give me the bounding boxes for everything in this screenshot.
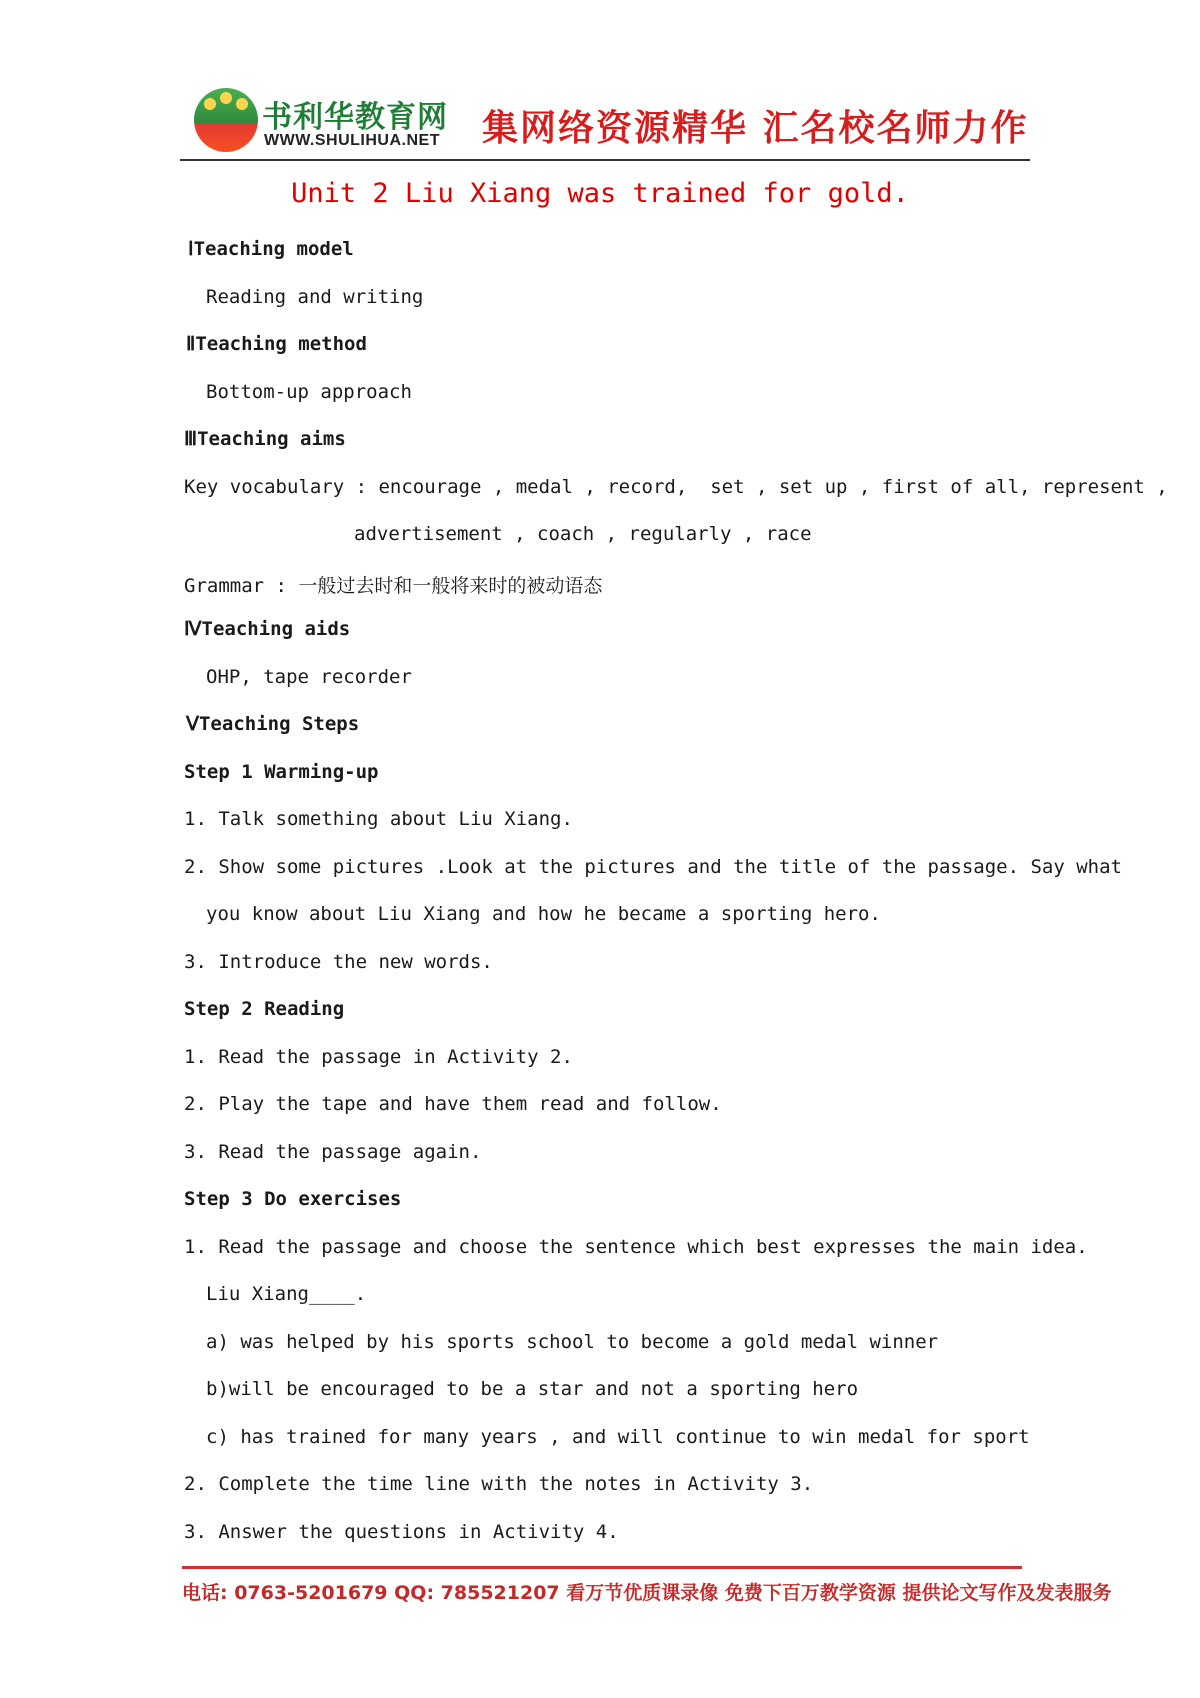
section-heading-teaching-method: ⅡTeaching method bbox=[186, 333, 367, 355]
list-item: 1. Read the passage in Activity 2. bbox=[184, 1046, 573, 1068]
option-c: c) has trained for many years , and will continue to win medal for sport bbox=[206, 1426, 1030, 1448]
list-item: 2. Play the tape and have them read and follow. bbox=[184, 1093, 722, 1115]
list-item: 3. Answer the questions in Activity 4. bbox=[184, 1521, 619, 1543]
step-heading: Step 2 Reading bbox=[184, 998, 345, 1020]
logo-url: WWW.SHULIHUA.NET bbox=[264, 132, 440, 149]
section-heading-teaching-model: ⅠTeaching model bbox=[188, 238, 354, 260]
logo-name: 书利华教育网 bbox=[262, 100, 448, 135]
list-item: 2. Complete the time line with the notes in Activity 3. bbox=[184, 1473, 814, 1495]
list-item-continued: you know about Liu Xiang and how he became a sporting hero. bbox=[206, 903, 881, 925]
body-line: OHP, tape recorder bbox=[206, 666, 412, 688]
section-heading-teaching-steps: ⅤTeaching Steps bbox=[186, 713, 360, 735]
step-heading: Step 1 Warming-up bbox=[184, 761, 379, 783]
list-item: 2. Show some pictures .Look at the pictures and the title of the passage. Say what bbox=[184, 856, 1122, 878]
document-title: Unit 2 Liu Xiang was trained for gold. bbox=[291, 178, 909, 209]
step-heading: Step 3 Do exercises bbox=[184, 1188, 402, 1210]
logo-icon bbox=[194, 88, 258, 152]
key-vocabulary-line: Key vocabulary : encourage , medal , record, set , set up , first of all, represent , bbox=[184, 476, 1168, 498]
header-banner bbox=[182, 86, 1030, 156]
grammar-line: Grammar : 一般过去时和一般将来时的被动语态 bbox=[184, 575, 603, 597]
list-item: 3. Read the passage again. bbox=[184, 1141, 482, 1163]
header-divider bbox=[180, 159, 1030, 161]
section-heading-teaching-aids: ⅣTeaching aids bbox=[184, 618, 351, 640]
section-heading-teaching-aims: ⅢTeaching aims bbox=[184, 428, 346, 450]
footer-contact: 电话: 0763-5201679 QQ: 785521207 看万节优质课录像 免费下百万教学资源 提供论文写作及发表服务 bbox=[182, 1582, 1112, 1604]
footer-divider bbox=[182, 1566, 1022, 1569]
body-line: Reading and writing bbox=[206, 286, 424, 308]
list-item: 1. Talk something about Liu Xiang. bbox=[184, 808, 573, 830]
option-a: a) was helped by his sports school to become a gold medal winner bbox=[206, 1331, 939, 1353]
list-item: 3. Introduce the new words. bbox=[184, 951, 493, 973]
key-vocabulary-continued: advertisement , coach , regularly , race bbox=[354, 523, 812, 545]
list-item: 1. Read the passage and choose the sentence which best expresses the main idea. bbox=[184, 1236, 1088, 1258]
body-line: Bottom-up approach bbox=[206, 381, 412, 403]
option-b: b)will be encouraged to be a star and not a sporting hero bbox=[206, 1378, 859, 1400]
header-slogan: 集网络资源精华 汇名校名师力作 bbox=[482, 108, 1029, 149]
list-item-continued: Liu Xiang____. bbox=[206, 1283, 367, 1305]
